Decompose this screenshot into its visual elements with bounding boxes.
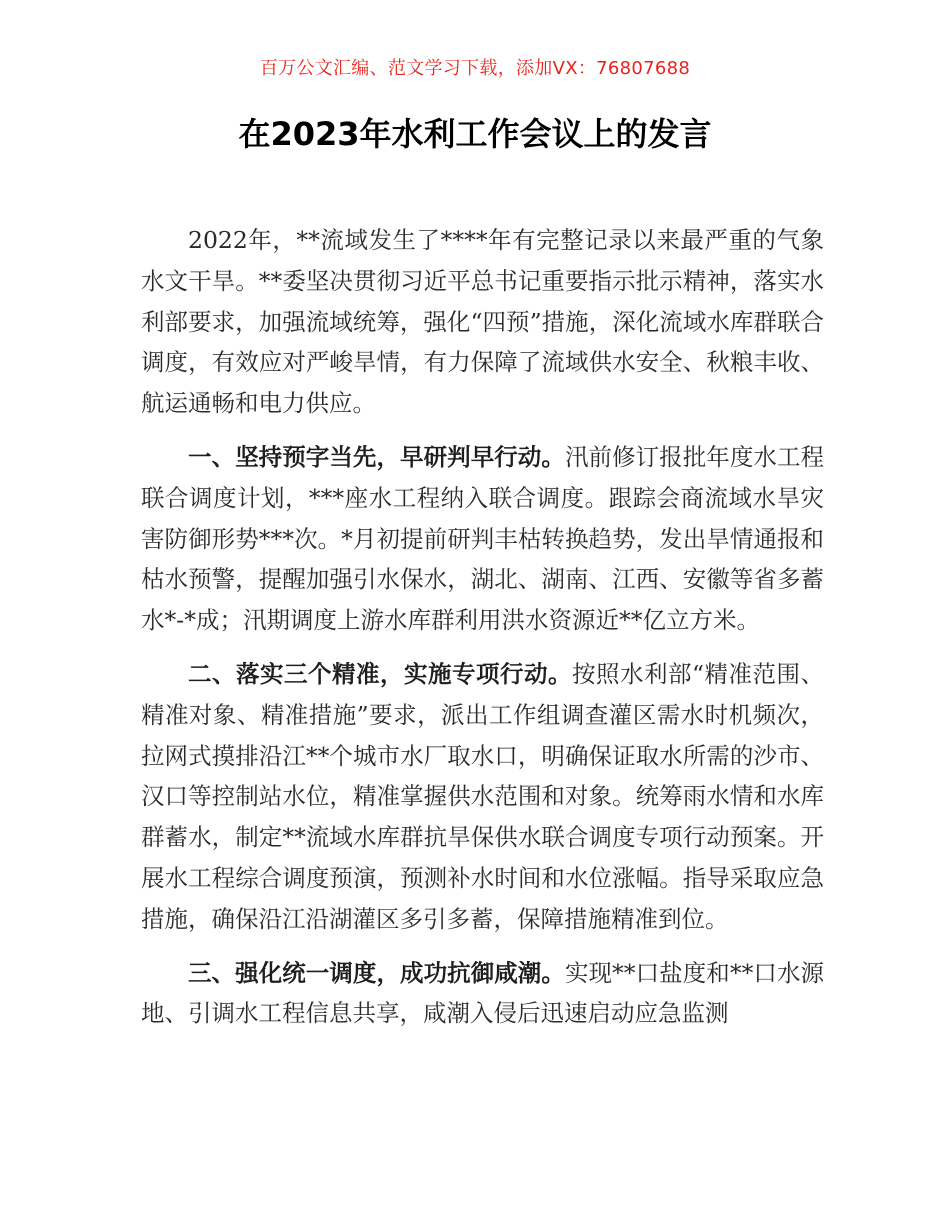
paragraph-text: 实现**口盐度和**口水源地、引调水工程信息共享，咸潮入侵后迅速启动应急监测 bbox=[141, 958, 825, 1028]
paragraph-section-1 bbox=[141, 437, 824, 641]
document-title: 在2023年水利工作会议上的发言 bbox=[238, 115, 712, 153]
paragraph-text: 汛前修订报批年度水工程联合调度计划，***座水工程纳入联合调度。跟踪会商流域水旱灾害防御形势***次。*月初提前研判丰枯转换趋势，发出旱情通报和枯水预警，提醒加强引水保水，湖北、湖南、江西、安徽等省多蓄水*-*成；汛期调度上游水库群利用洪水资源近**亿立方米。 bbox=[141, 442, 825, 635]
section-heading: 二、落实三个精准，实施专项行动。 bbox=[188, 659, 572, 688]
download-banner: 百万公文汇编、范文学习下载，添加VX：76807688 bbox=[259, 58, 691, 79]
document-body bbox=[141, 220, 824, 1047]
paragraph-intro bbox=[141, 220, 824, 424]
section-heading: 三、强化统一调度，成功抗御咸潮。 bbox=[188, 958, 565, 987]
paragraph-text: 2022年，**流域发生了****年有完整记录以来最严重的气象水文干旱。**委坚决贯彻习近平总书记重要指示批示精神，落实水利部要求，加强流域统筹，强化“四预”措施，深化流域水库群联合调度，有效应对严峻旱情，有力保障了流域供水安全、秋粮丰收、航运通畅和电力供应。 bbox=[141, 226, 824, 418]
paragraph-section-2 bbox=[141, 654, 824, 940]
section-heading: 一、坚持预字当先，早研判早行动。 bbox=[188, 442, 565, 471]
paragraph-text: 按照水利部“精准范围、精准对象、精准措施”要求，派出工作组调查灌区需水时机频次，拉网式摸排沿江**个城市水厂取水口，明确保证取水所需的沙市、汉口等控制站水位，精准掌握供水范围和对象。统筹雨水情和水库群蓄水，制定**流域水库群抗旱保供水联合调度专项行动预案。开展水工程综合调度预演，预测补水时间和水位涨幅。指导采取应急措施，确保沿江沿湖灌区多引多蓄，保障措施精准到位。 bbox=[141, 659, 825, 933]
paragraph-section-3 bbox=[141, 953, 824, 1035]
